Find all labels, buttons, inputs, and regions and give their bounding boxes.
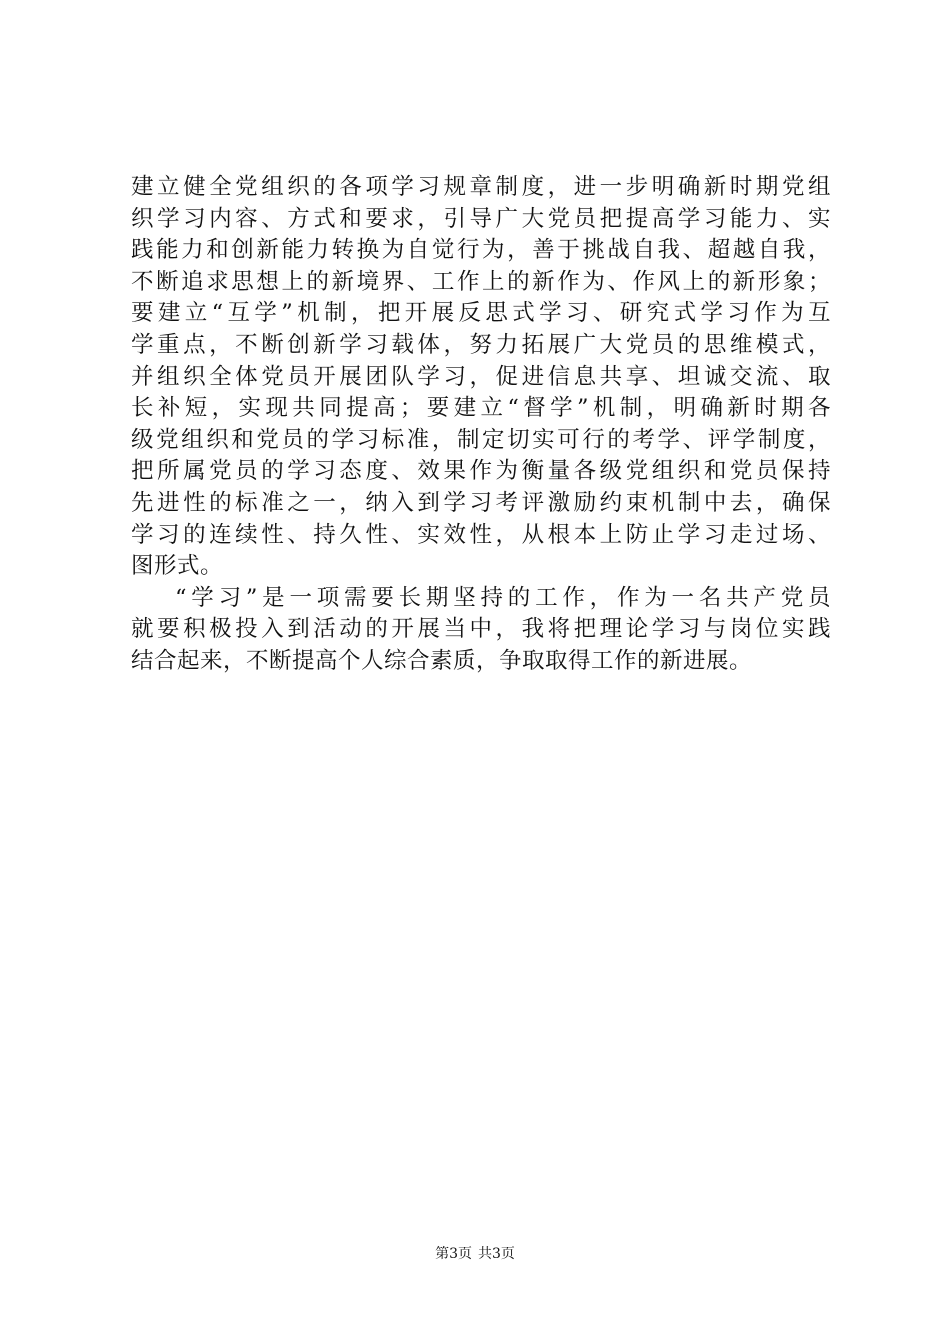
text-line: 先进性的标准之一，纳入到学习考评激励约束机制中去，确保 — [131, 489, 831, 516]
page-number-total: 共3页 — [478, 1246, 515, 1262]
text-line: 把所属党员的学习态度、效果作为衡量各级党组织和党员保持 — [131, 458, 831, 485]
text-line: 织学习内容、方式和要求，引导广大党员把提高学习能力、实 — [131, 205, 831, 232]
text-line-paragraph-start: “学习”是一项需要长期坚持的工作，作为一名共产党员 — [175, 584, 831, 611]
text-line-paragraph-end: 图形式。 — [131, 553, 224, 580]
text-line: 就要积极投入到活动的开展当中，我将把理论学习与岗位实践 — [131, 616, 831, 643]
text-line: 建立健全党组织的各项学习规章制度，进一步明确新时期党组 — [131, 174, 831, 200]
text-line: 践能力和创新能力转换为自觉行为，善于挑战自我、超越自我， — [131, 237, 831, 264]
body-text — [131, 172, 831, 678]
text-line: 级党组织和党员的学习标准，制定切实可行的考学、评学制度， — [131, 426, 831, 453]
text-line: 长补短，实现共同提高；要建立“督学”机制，明确新时期各 — [131, 395, 831, 422]
text-line: 并组织全体党员开展团队学习，促进信息共享、坦诚交流、取 — [131, 363, 831, 390]
text-line: 不断追求思想上的新境界、工作上的新作为、作风上的新形象； — [131, 268, 831, 295]
text-line: 学重点，不断创新学习载体，努力拓展广大党员的思维模式， — [131, 331, 831, 358]
page-footer — [0, 1244, 950, 1264]
text-line-paragraph-end: 结合起来，不断提高个人综合素质，争取取得工作的新进展。 — [131, 647, 753, 674]
page-number-current: 第3页 — [435, 1246, 472, 1262]
text-line: 学习的连续性、持久性、实效性，从根本上防止学习走过场、 — [131, 521, 831, 548]
text-line: 要建立“互学”机制，把开展反思式学习、研究式学习作为互 — [131, 300, 831, 327]
